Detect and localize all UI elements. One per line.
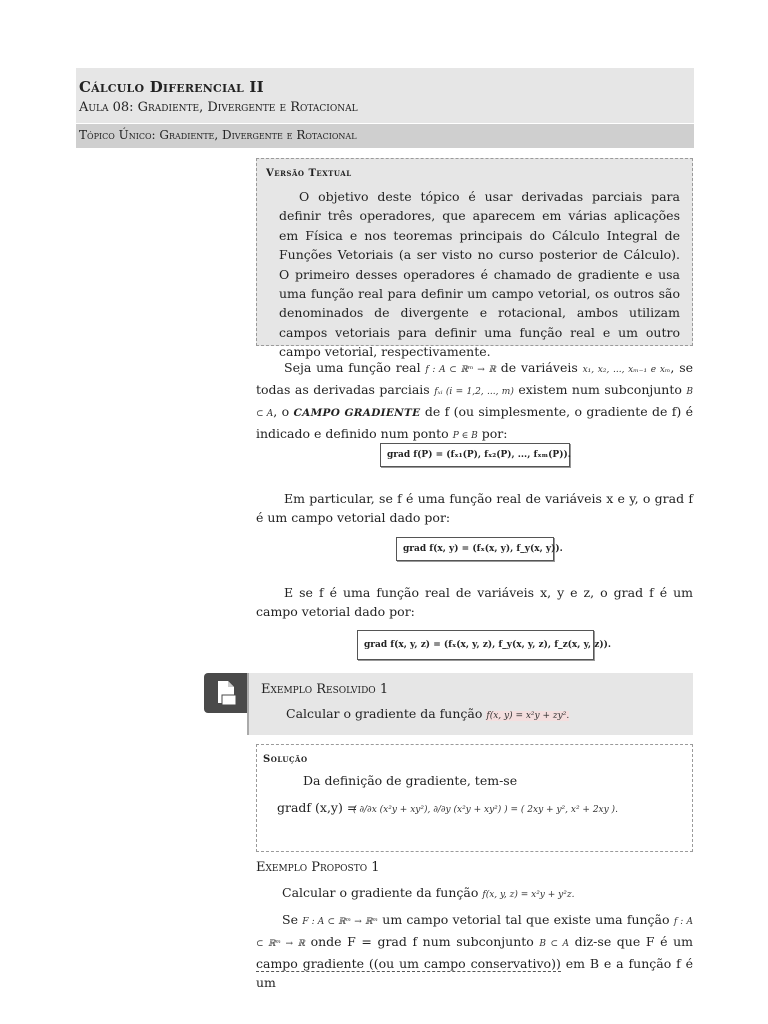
solution-line-1: Da definição de gradiente, tem-se <box>303 773 518 788</box>
textual-version-label: Versão Textual <box>266 168 352 179</box>
textual-version-text: O objetivo deste tópico é usar derivadas parciais para definir três operadores, que aparecem em várias aplicações em Física e nos teoremas principais do Cálculo Integral de Funções Vetoriais (a ser visto no curso posterior de Cálculo). O primeiro desses operadores é chamado de gradiente e usa uma função real para definir um campo vetorial, os outros são denominados de divergente e rotacional, ambos utilizam campos vetoriais para definir uma função real e um outro campo vetorial, respectivamente. <box>279 189 680 360</box>
solution-equation: ( ∂/∂x (x²y + xy²), ∂/∂y (x²y + xy²) ) = ( 2xy + y², x² + 2xy ). <box>353 805 618 815</box>
paragraph-definition: Seja uma função real f : A ⊂ ℝᵐ → ℝ de variáveis x₁, x₂, ..., xₘ₋₁ e xₘ, se todas as derivadas parciais fₓᵢ (i = 1,2, ..., m) existem num subconjunto B ⊂ A, o CAMPO GRADIENTE de f (ou simplesmente, o gradiente de f) é indicado e definido num ponto P ∈ B por: <box>256 360 694 441</box>
topic-bar <box>76 124 694 148</box>
campo-gradiente-term: CAMPO GRADIENTE <box>293 407 421 419</box>
lesson-title: Aula 08: Gradiente, Divergente e Rotacional <box>79 100 358 115</box>
solved-example-body: Calcular o gradiente da função f(x, y) = x²y + zy². <box>286 706 570 721</box>
formula-grad-3d: grad f(x, y, z) = (fₓ(x, y, z), f_y(x, y, z), f_z(x, y, z)). <box>357 630 594 660</box>
solution-label: Solução <box>263 754 308 765</box>
solution-line-2: gradf (x,y) = <box>277 800 358 815</box>
course-title: Cálculo Diferencial II <box>79 78 264 96</box>
proposed-example-body: Calcular o gradiente da função f(x, y, z) = x²y + y²z. <box>282 885 575 900</box>
formula-grad-2d: grad f(x, y) = (fₓ(x, y), f_y(x, y)). <box>396 537 554 561</box>
textual-version-box <box>256 158 693 360</box>
paragraph-two-vars: Em particular, se f é uma função real de variáveis x e y, o grad f é um campo vetorial dado por: <box>256 491 693 525</box>
solution-box <box>256 744 693 852</box>
paragraph-conservative: Se F : A ⊂ ℝᵐ → ℝᵐ um campo vetorial tal que existe uma função f : A ⊂ ℝᵐ → ℝ onde F = grad f num subconjunto B ⊂ A diz-se que F é um campo gradiente ((ou um campo conservativo)) em B e a função f é um <box>256 912 693 990</box>
document-icon <box>204 673 248 713</box>
proposed-example-title: Exemplo Proposto 1 <box>256 860 380 875</box>
solved-example-box <box>247 673 693 735</box>
page-header <box>76 68 694 123</box>
solved-example-title: Exemplo Resolvido 1 <box>261 682 389 697</box>
formula-grad-general: grad f(P) = (fₓ₁(P), fₓ₂(P), ..., fₓₘ(P)). <box>380 443 570 467</box>
topic-title: Tópico Único: Gradiente, Divergente e Rotacional <box>79 128 357 142</box>
conservative-field-term: campo gradiente ((ou um campo conservativo)) <box>256 956 561 971</box>
paragraph-three-vars: E se f é uma função real de variáveis x, y e z, o grad f é um campo vetorial dado por: <box>256 585 693 619</box>
